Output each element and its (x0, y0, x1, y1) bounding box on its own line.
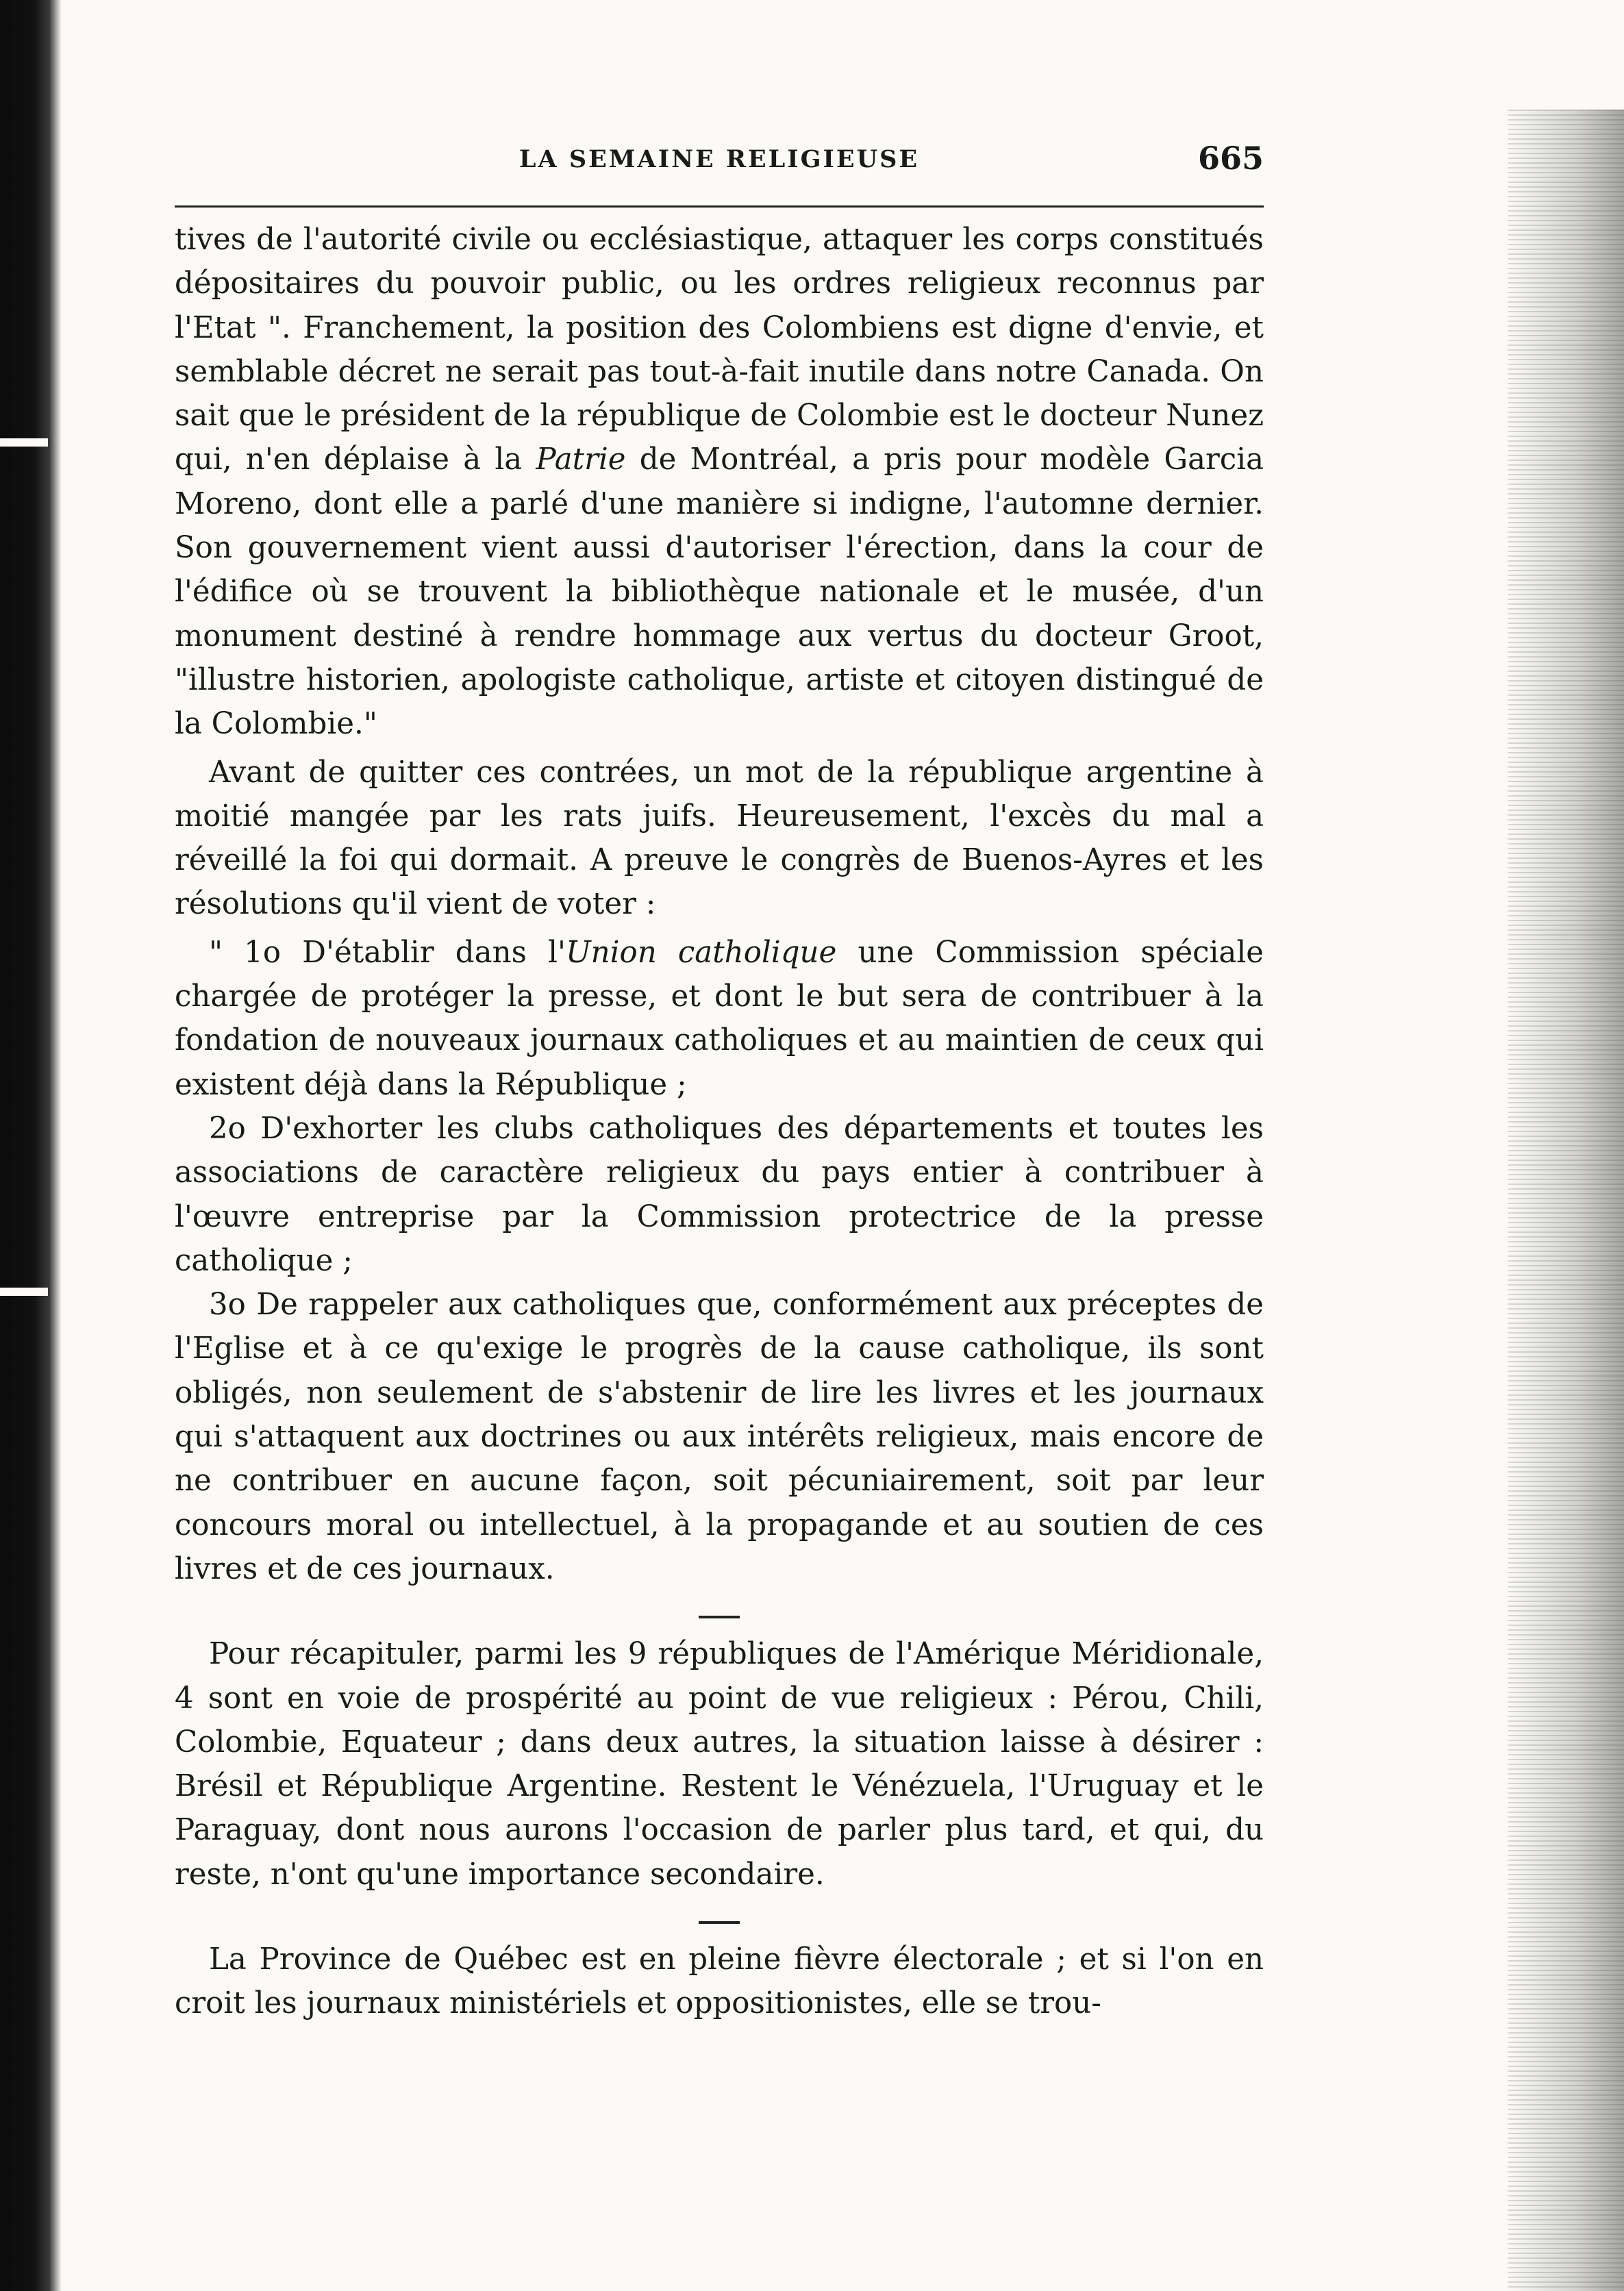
paragraph-recap: Pour récapituler, parmi les 9 républiques de l'Amérique Méridionale, 4 sont en voie de prospérité au point de vue religieux : Pérou, Chili, Colombie, Equateur ; dans deux autres, la situation laisse à désirer : Brésil et République Argentine. Restent le Vénézuela, l'Uruguay et le Paraguay, dont nous aurons l'occasion de parler plus tard, et qui, du reste, n'ont qu'une importance secondaire. (175, 1637, 1264, 1892)
paragraph-text: de Montréal, a pris pour modèle Garcia Moreno, dont elle a parlé d'une manière si indigne, l'automne dernier. Son gouvernement vient aussi d'autoriser l'érection, dans la cour de l'édifice où se trouvent la bibliothèque nationale et le musée, d'un monument destiné à rendre hommage aux vertus du docteur Groot, "illustre historien, apologiste catholique, artiste et citoyen distingué de la Colombie." (175, 442, 1264, 742)
binding-notch (0, 438, 48, 447)
resolution-2: 2o D'exhorter les clubs catholiques des départements et toutes les associations de caractère religieux du pays entier à contribuer à l'œuvre entreprise par la Commission protectrice de la presse catholique ; (175, 1111, 1264, 1278)
italic-title: Patrie (536, 442, 626, 477)
paragraph-argentina: Avant de quitter ces contrées, un mot de la république argentine à moitié mangée par les rats juifs. Heureusement, l'excès du mal a réveillé la foi qui dormait. A preuve le congrès de Buenos-Ayres et les résolutions qu'il vient de voter : (175, 755, 1264, 922)
running-head (175, 140, 1264, 186)
resolution-3: 3o De rappeler aux catholiques que, conformément aux préceptes de l'Eglise et à ce qu'exige le progrès de la cause catholique, ils sont obligés, non seulement de s'abstenir de lire les livres et les journaux qui s'attaquent aux doctrines ou aux intérêts religieux, mais encore de ne contribuer en aucune façon, soit pécuniairement, soit par leur concours moral ou intellectuel, à la propagande et au soutien de ces livres et de ces journaux. (175, 1288, 1264, 1586)
book-binding-edge (0, 0, 62, 2291)
body-text (175, 218, 1264, 2026)
header-rule (175, 205, 1264, 208)
binding-notch (0, 1288, 48, 1296)
running-title: LA SEMAINE RELIGIEUSE (519, 145, 920, 173)
section-separator (699, 1616, 740, 1618)
paragraph-colombia (175, 218, 1264, 747)
book-page (175, 0, 1264, 2291)
paragraph-quebec: La Province de Québec est en pleine fièvre électorale ; et si l'on en croit les journaux ministériels et oppositionistes, elle se trou- (175, 1942, 1264, 2021)
section-separator (699, 1921, 740, 1924)
paragraph-text: " 1o D'établir dans l' (209, 935, 566, 970)
page-number: 665 (1197, 140, 1264, 177)
italic-title: Union catholique (565, 935, 837, 970)
page-edge-shadow (1508, 110, 1624, 2291)
resolution-1 (175, 931, 1264, 1107)
paragraph-text: tives de l'autorité civile ou ecclésiastique, attaquer les corps constitués dépositaires du pouvoir public, ou les ordres religieux reconnus par l'Etat ". Franchement, la position des Colombiens est digne d'envie, et semblable décret ne serait pas tout-à-fait inutile dans notre Canada. On sait que le président de la république de Colombie est le docteur Nunez qui, n'en déplaise à la (175, 223, 1264, 477)
paragraph-text: une Commission spéciale chargée de protéger la presse, et dont le but sera de contribuer à la fondation de nouveaux journaux catholiques et au maintien de ceux qui existent déjà dans la République ; (175, 935, 1264, 1102)
